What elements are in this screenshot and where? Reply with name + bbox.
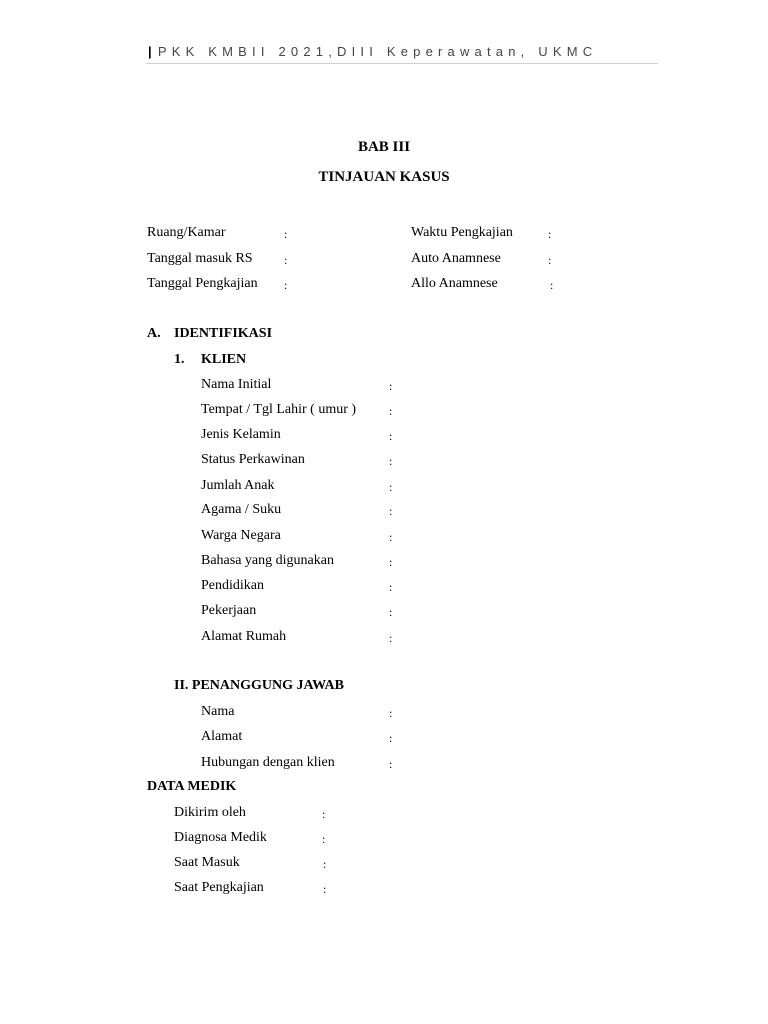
- klien-field-colon: :: [389, 530, 393, 544]
- klien-field-colon: :: [389, 404, 393, 418]
- data-medik-field-colon: :: [323, 882, 327, 896]
- klien-field-label: Jumlah Anak: [201, 478, 275, 493]
- klien-field-label: Agama / Suku: [201, 502, 282, 517]
- data-medik-field-label: Saat Pengkajian: [174, 880, 264, 895]
- klien-field-label: Tempat / Tgl Lahir ( umur ): [201, 402, 357, 417]
- data-medik-field-colon: :: [322, 807, 326, 821]
- klien-field-colon: :: [389, 631, 393, 645]
- klien-marker: 1.: [174, 352, 185, 367]
- klien-field-colon: :: [389, 454, 393, 468]
- info-colon: :: [284, 227, 288, 241]
- klien-field-colon: :: [389, 379, 393, 393]
- klien-field-colon: :: [389, 429, 393, 443]
- data-medik-field-label: Diagnosa Medik: [174, 830, 267, 845]
- klien-field-label: Alamat Rumah: [201, 629, 287, 644]
- section-a-heading: IDENTIFIKASI: [174, 326, 273, 341]
- info-label-tanggal-masuk: Tanggal masuk RS: [147, 251, 253, 266]
- running-header: [148, 44, 597, 59]
- data-medik-heading: DATA MEDIK: [147, 779, 237, 794]
- info-label-waktu: Waktu Pengkajian: [411, 225, 513, 240]
- data-medik-field-colon: :: [323, 857, 327, 871]
- header-rule: [146, 63, 658, 64]
- klien-field-colon: :: [389, 555, 393, 569]
- header-text: PKK KMBII 2021,DIII Keperawatan, UKMC: [157, 44, 598, 59]
- penanggung-field-label: Nama: [201, 704, 235, 719]
- info-colon: :: [284, 278, 288, 292]
- info-label-allo: Allo Anamnese: [411, 276, 498, 291]
- info-label-tanggal-pengkajian: Tanggal Pengkajian: [147, 276, 258, 291]
- data-medik-field-label: Dikirim oleh: [174, 805, 246, 820]
- klien-field-label: Pendidikan: [201, 578, 264, 593]
- header-bar: |: [148, 44, 157, 59]
- section-a-marker: A.: [147, 326, 161, 341]
- data-medik-field-colon: :: [322, 832, 326, 846]
- info-colon: :: [550, 278, 554, 292]
- data-medik-field-label: Saat Masuk: [174, 855, 240, 870]
- info-colon: :: [548, 253, 552, 267]
- info-label-auto: Auto Anamnese: [411, 251, 501, 266]
- penanggung-field-colon: :: [389, 706, 393, 720]
- klien-heading: KLIEN: [201, 352, 247, 367]
- info-colon: :: [284, 253, 288, 267]
- klien-field-label: Status Perkawinan: [201, 452, 305, 467]
- klien-field-label: Bahasa yang digunakan: [201, 553, 334, 568]
- info-label-ruang: Ruang/Kamar: [147, 225, 226, 240]
- penanggung-heading: II. PENANGGUNG JAWAB: [174, 678, 344, 693]
- info-colon: :: [548, 227, 552, 241]
- chapter-title: BAB III: [357, 139, 411, 155]
- klien-field-colon: :: [389, 504, 393, 518]
- penanggung-field-label: Alamat: [201, 729, 243, 744]
- klien-field-colon: :: [389, 480, 393, 494]
- penanggung-field-colon: :: [389, 731, 393, 745]
- klien-field-label: Warga Negara: [201, 528, 281, 543]
- penanggung-field-colon: :: [389, 757, 393, 771]
- chapter-subtitle: TINJAUAN KASUS: [318, 169, 450, 185]
- klien-field-colon: :: [389, 580, 393, 594]
- penanggung-field-label: Hubungan dengan klien: [201, 755, 335, 770]
- klien-field-label: Nama Initial: [201, 377, 272, 392]
- klien-field-colon: :: [389, 605, 393, 619]
- klien-field-label: Jenis Kelamin: [201, 427, 281, 442]
- klien-field-label: Pekerjaan: [201, 603, 257, 618]
